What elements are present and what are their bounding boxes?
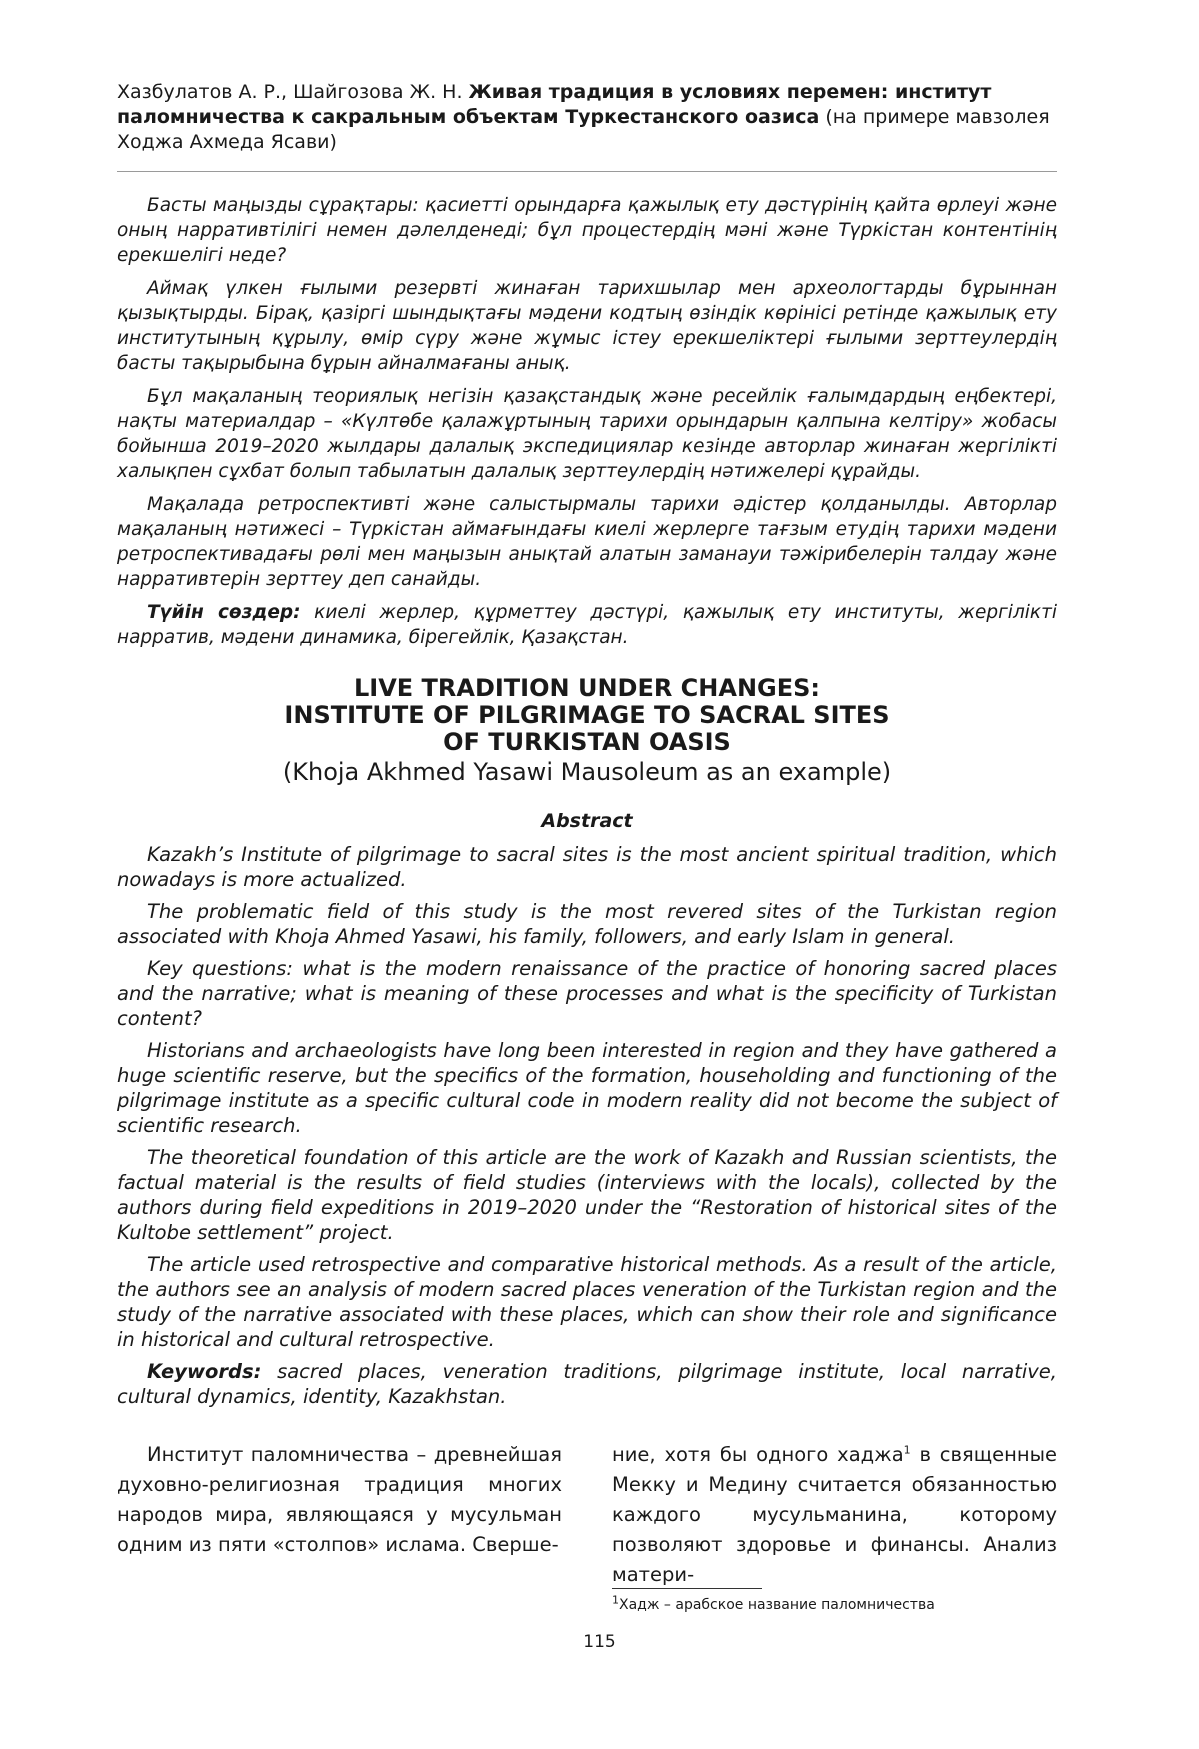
abstract-paragraph: Historians and archaeologists have long been interested in region and they have gathered a huge scientific reserve, but the specifics of the formation, householding and functioning of the pilgrimage institute as a specific cultural code in modern reality did not become the subject of scientific research. xyxy=(117,1039,1057,1137)
english-keywords xyxy=(117,1359,1057,1409)
body-right-text-cont: в священные Мекку и Медину считается обязанностью каждого мусульманина, которому позволяют здоровье и финансы. Анализ матери- xyxy=(612,1443,1057,1586)
english-title-line: OF TURKISTAN OASIS xyxy=(443,728,731,756)
footnote-divider xyxy=(612,1588,762,1589)
kazakh-paragraph: Мақалада ретроспективті және салыстырмалы тарихи әдістер қолданылды. Авторлар мақаланың нәтижесі – Түркістан аймағындағы киелі жерлерге тағзым етудің тарихи мәдени ретроспективадағы рөлі мен маңызын анықтай алатын заманауи тәжірибелерін талдау және нарративтерін зерттеу деп санайды. xyxy=(117,494,1057,590)
kazakh-abstract xyxy=(117,193,1057,658)
kazakh-keywords xyxy=(117,600,1057,650)
english-subtitle: (Khoja Akhmed Yasawi Mausoleum as an example) xyxy=(282,758,892,786)
body-left-column: Институт паломничества – древнейшая духовно-религиозная традиция многих народов мира, являющаяся у мусульман одним из пяти «столпов» ислама. Сверше- xyxy=(117,1443,562,1556)
header-divider xyxy=(117,171,1057,172)
keywords-label: Keywords: xyxy=(147,1360,262,1383)
abstract-paragraph: The article used retrospective and comparative historical methods. As a result of the article, the authors see an analysis of modern sacred places veneration of the Turkistan region and the study of the narrative associated with these places, which can show their role and significance in historical and cultural retrospective. xyxy=(117,1253,1057,1351)
kazakh-keywords-text: киелі жерлер, құрметтеу дәстүрі, қажылық ету институты, жергілікті нарратив, мәдени динамика, бірегейлік, Қазақстан. xyxy=(117,602,1057,648)
abstract-paragraph: Key questions: what is the modern renaissance of the practice of honoring sacred places and the narrative; what is meaning of these processes and what is the specificity of Turkistan content? xyxy=(117,957,1057,1030)
abstract-paragraph: The problematic field of this study is the most revered sites of the Turkistan region associated with Khoja Ahmed Yasawi, his family, followers, and early Islam in general. xyxy=(117,900,1057,948)
abstract-paragraph: The theoretical foundation of this article are the work of Kazakh and Russian scientists, the factual material is the results of field studies (interviews with the locals), collected by the authors during field expeditions in 2019–2020 under the “Restoration of historical sites of the Kultobe settlement” project. xyxy=(117,1146,1057,1244)
english-title-line: LIVE TRADITION UNDER CHANGES: xyxy=(353,674,821,702)
header-authors: Хазбулатов А. Р., Шайгозова Ж. Н. xyxy=(117,81,469,103)
body-right-text: ние, хотя бы одного хаджа xyxy=(612,1443,904,1466)
abstract-paragraph: Kazakh’s Institute of pilgrimage to sacral sites is the most ancient spiritual tradition, which nowadays is more actualized. xyxy=(117,843,1057,891)
header-title: Живая традиция в условиях перемен: институт паломничества к сакральным объектам Туркестанского оазиса xyxy=(117,81,992,128)
body-right-column xyxy=(612,1440,1057,1590)
keywords-text: sacred places, veneration traditions, pilgrimage institute, local narrative, cultural dynamics, identity, Kazakhstan. xyxy=(117,1360,1057,1408)
running-header xyxy=(117,80,1057,155)
footnote xyxy=(612,1593,1057,1614)
page-number: 115 xyxy=(583,1632,616,1652)
abstract-heading: Abstract xyxy=(541,810,633,832)
kazakh-paragraph: Басты маңызды сұрақтары: қасиетті орындарға қажылық ету дәстүрінің қайта өрлеуі және оның нарративтілігі немен дәлелденеді; бұл процестердің мәні және Түркістан контентінің ерекшелігі неде? xyxy=(117,195,1057,266)
footnote-mark: 1 xyxy=(612,1593,619,1607)
kazakh-keywords-label: Түйін сөздер: xyxy=(147,602,301,623)
kazakh-paragraph: Бұл мақаланың теориялық негізін қазақстандық және ресейлік ғалымдардың еңбектері, нақты материалдар – «Күлтөбе қалажұртының тарихи орындарын қалпына келтіру» жобасы бойынша 2019–2020 жылдары далалық экспедициялар кезінде авторлар жинаған жергілікті халықпен сұхбат болып табылатын далалық зерттеулердің нәтижелері құрайды. xyxy=(117,386,1057,482)
footnote-reference[interactable]: 1 xyxy=(903,1443,911,1457)
footnote-text: Хадж – арабское название паломничества xyxy=(619,1597,935,1613)
english-title-line: INSTITUTE OF PILGRIMAGE TO SACRAL SITES xyxy=(284,701,890,729)
kazakh-paragraph: Аймақ үлкен ғылыми резервті жинаған тарихшылар мен археологтарды бұрыннан қызықтырды. Бірақ, қазіргі шындықтағы мәдени кодтың өзіндік көрінісі ретінде қажылық ету институтының құрылу, өмір сүру және жұмыс істеу ерекшеліктері ғылыми зерттеулердің басты тақырыбына бұрын айналмағаны анық. xyxy=(117,278,1057,374)
header-title-rest: (на примере мавзолея Ходжа Ахмеда Ясави) xyxy=(117,106,1050,153)
english-title xyxy=(117,675,1057,756)
english-abstract xyxy=(117,842,1057,1416)
